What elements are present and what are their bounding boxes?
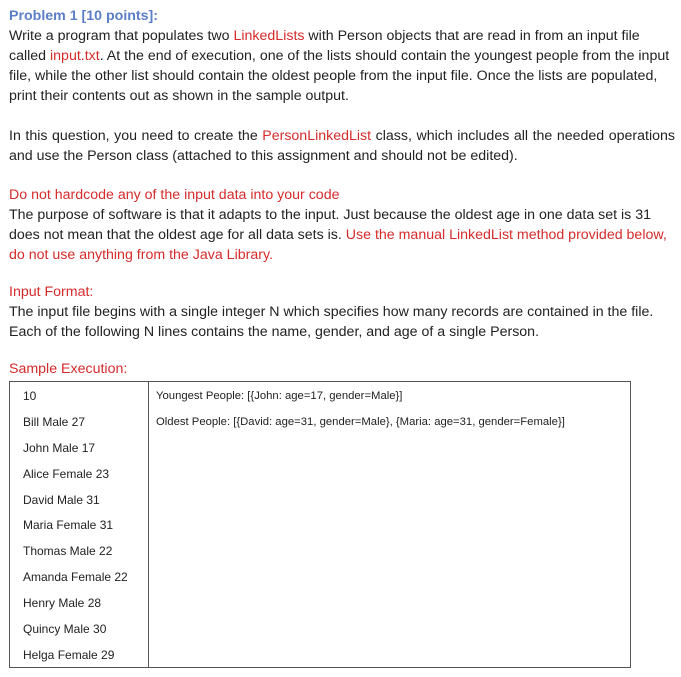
input-format-text: The input file begins with a single integer N which specifies how many records are contained in the file. Each of the following N lines contains the name, gender, and age of a single Person. <box>9 304 654 340</box>
library-warning: Use the manual LinkedList method provided below, do not use anything from the Java Library. <box>9 227 667 263</box>
personlinkedlist-highlight: PersonLinkedList <box>262 128 372 144</box>
class-text-2: class, which includes all the needed operations and use the Person class (attached to this assignment and should not be edited). <box>9 128 675 164</box>
input-line: 10 <box>23 389 37 403</box>
sample-heading <box>9 359 675 379</box>
input-line: David Male 31 <box>23 492 100 507</box>
paragraph-intro <box>9 26 675 106</box>
input-line: Helga Female 29 <box>23 647 115 662</box>
output-oldest: Oldest People: [{David: age=31, gender=Male}, {Maria: age=31, gender=Female}] <box>156 415 565 428</box>
sample-execution-label: Sample Execution: <box>9 361 128 377</box>
intro-text-2: with Person objects that are read in from an input file called <box>9 28 640 64</box>
paragraph-input-format <box>9 282 675 342</box>
hardcode-heading: Do not hardcode any of the input data into your code <box>9 187 340 203</box>
sample-input-column <box>10 382 149 668</box>
input-line: Alice Female 23 <box>23 466 110 481</box>
input-line: Henry Male 28 <box>23 596 102 611</box>
intro-text-3: . At the end of execution, one of the lists should contain the youngest people from the input file, while the other list should contain the oldest people from the input file. Once the lists are populated, print their contents out as shown in the sample output. <box>9 48 670 104</box>
input-format-heading: Input Format: <box>9 284 94 300</box>
linkedlists-highlight: LinkedLists <box>233 28 305 44</box>
input-line: Amanda Female 22 <box>23 570 128 585</box>
output-youngest: Youngest People: [{John: age=17, gender=Male}] <box>156 390 403 402</box>
input-line: John Male 17 <box>23 440 96 455</box>
input-line: Maria Female 31 <box>23 518 114 533</box>
paragraph-class <box>9 126 675 166</box>
input-line: Thomas Male 22 <box>23 544 113 559</box>
input-line: Bill Male 27 <box>23 414 86 429</box>
hardcode-text: The purpose of software is that it adapts to the input. Just because the oldest age in one data set is 31 does not mean that the oldest age for all data sets is. <box>9 207 651 243</box>
class-text-1: In this question, you need to create the <box>9 128 263 144</box>
intro-text-1: Write a program that populates two <box>9 28 234 44</box>
input-file-highlight: input.txt <box>50 48 100 64</box>
input-line: Quincy Male 30 <box>23 622 107 637</box>
sample-table <box>9 381 631 668</box>
problem-title <box>9 6 675 26</box>
paragraph-hardcode <box>9 185 675 265</box>
problem-title-text: Problem 1 [10 points]: <box>9 8 158 24</box>
sample-output-column <box>149 382 631 668</box>
